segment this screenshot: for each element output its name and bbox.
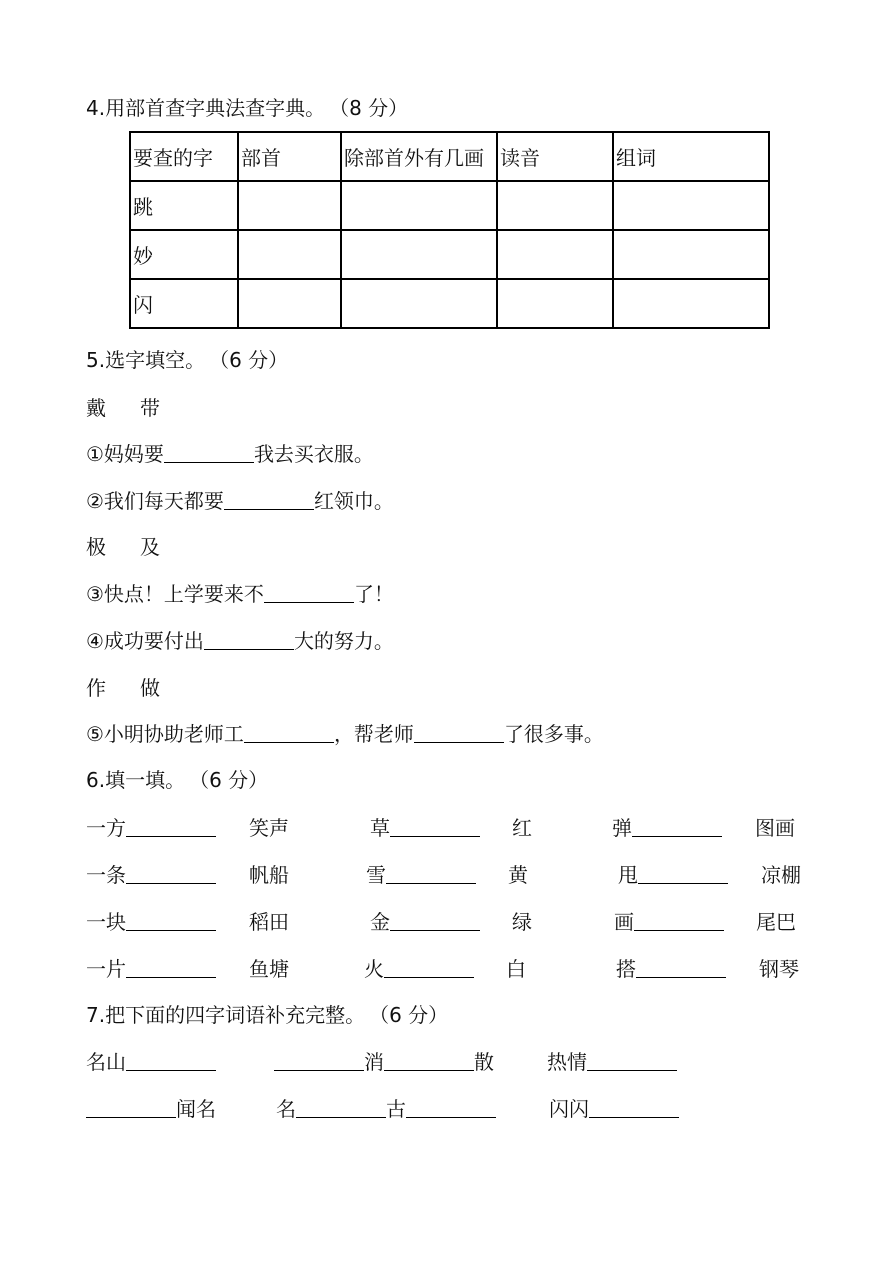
idiom-text: 名 [276,1097,296,1121]
word-prefix: 搭 [616,957,636,981]
idiom-text: 名山 [86,1050,126,1074]
word-prefix: 金 [370,910,390,934]
answer-cell[interactable] [238,230,341,279]
blank-field[interactable] [126,1050,216,1071]
idiom-text: 散 [474,1050,494,1074]
word-option: 帆船 [249,863,289,887]
answer-cell[interactable] [238,279,341,328]
blank-field[interactable] [638,863,728,884]
header-cell: 除部首外有几画 [341,132,497,181]
blank-field[interactable] [390,816,480,837]
word-option: 红 [512,816,532,840]
sentence-text: ⑤小明协助老师工 [86,722,244,746]
sentence [86,629,394,653]
word-option: 绿 [512,910,532,934]
sentence [86,582,394,606]
word-option: 黄 [508,863,528,887]
sentence [86,489,394,513]
header-cell: 读音 [497,132,613,181]
sentence-text: ②我们每天都要 [86,489,224,513]
header-cell: 部首 [238,132,341,181]
word-prefix: 一方 [86,816,126,840]
answer-cell[interactable] [497,230,613,279]
word-option: 白 [506,957,526,981]
word-prefix: 弹 [612,816,632,840]
word-prefix: 草 [370,816,390,840]
header-cell: 组词 [613,132,769,181]
idiom-text: 古 [386,1097,406,1121]
char-cell: 闪 [130,279,238,328]
answer-cell[interactable] [613,181,769,230]
sentence [86,722,604,746]
blank-field[interactable] [274,1050,364,1071]
q4-heading [86,96,408,120]
char-cell: 跳 [130,181,238,230]
choice-pair [86,676,194,700]
q5-title: 5.选字填空。 [86,348,206,372]
sentence-text: 大的努力。 [293,629,394,653]
q7-points: （6 分） [379,1003,449,1027]
word-option: 尾巴 [756,910,796,934]
blank-field[interactable] [390,910,480,931]
sentence-text: 红领巾。 [313,489,394,513]
blank-field[interactable] [86,1097,176,1118]
q7-heading [86,1003,448,1027]
q5-points: （6 分） [219,348,289,372]
blank-field[interactable] [126,957,216,978]
sentence-text: ①妈妈要 [86,442,164,466]
word-option: 稻田 [249,910,289,934]
q5-heading [86,348,288,372]
q6-points: （6 分） [199,768,269,792]
sentence [86,442,374,466]
blank-field[interactable] [224,489,314,510]
answer-cell[interactable] [238,181,341,230]
q4-points: （8 分） [339,96,409,120]
table-header-row [130,132,769,181]
blank-field[interactable] [244,722,334,743]
word-prefix: 甩 [618,863,638,887]
dictionary-table [129,131,770,329]
sentence-text: 了！ [353,582,394,606]
word-option: 鱼塘 [249,957,289,981]
sentence-text: ，帮老师 [333,722,414,746]
header-cell: 要查的字 [130,132,238,181]
word-prefix: 一条 [86,863,126,887]
word-option: 笑声 [249,816,289,840]
blank-field[interactable] [204,629,294,650]
blank-field[interactable] [126,816,216,837]
idiom-text: 闻名 [176,1097,216,1121]
sentence-text: 我去买衣服。 [253,442,374,466]
idiom-text: 热情 [547,1050,587,1074]
blank-field[interactable] [126,910,216,931]
answer-cell[interactable] [341,181,497,230]
answer-cell[interactable] [497,279,613,328]
word-prefix: 一片 [86,957,126,981]
blank-field[interactable] [296,1097,386,1118]
q6-title: 6.填一填。 [86,768,186,792]
word-option: 图画 [755,816,795,840]
blank-field[interactable] [589,1097,679,1118]
blank-field[interactable] [384,1050,474,1071]
q6-heading [86,768,268,792]
answer-cell[interactable] [341,230,497,279]
idiom-text: 闪闪 [549,1097,589,1121]
blank-field[interactable] [386,863,476,884]
blank-field[interactable] [126,863,216,884]
choice-pair [86,535,194,559]
word-option: 凉棚 [761,863,801,887]
word-prefix: 画 [614,910,634,934]
word-prefix: 雪 [366,863,386,887]
table-row [130,279,769,328]
char-cell: 妙 [130,230,238,279]
answer-cell[interactable] [341,279,497,328]
blank-field[interactable] [414,722,504,743]
answer-cell[interactable] [613,230,769,279]
word-prefix: 一块 [86,910,126,934]
blank-field[interactable] [587,1050,677,1071]
choice-char: 及 [140,535,160,559]
q4-title: 4.用部首查字典法查字典。 [86,96,326,120]
blank-field[interactable] [164,442,254,463]
choice-pair [86,396,194,420]
sentence-text: ④成功要付出 [86,629,204,653]
table-row [130,230,769,279]
q7-title: 7.把下面的四字词语补充完整。 [86,1003,366,1027]
word-option: 钢琴 [759,957,799,981]
blank-field[interactable] [632,816,722,837]
blank-field[interactable] [636,957,726,978]
choice-char: 做 [140,676,160,700]
sentence-text: 了很多事。 [503,722,604,746]
choice-char: 极 [86,535,106,559]
word-prefix: 火 [364,957,384,981]
table-row [130,181,769,230]
sentence-text: ③快点！上学要来不 [86,582,264,606]
idiom-text: 消 [364,1050,384,1074]
answer-cell[interactable] [497,181,613,230]
blank-field[interactable] [634,910,724,931]
choice-char: 作 [86,676,106,700]
choice-char: 戴 [86,396,106,420]
blank-field[interactable] [264,582,354,603]
choice-char: 带 [140,396,160,420]
blank-field[interactable] [384,957,474,978]
answer-cell[interactable] [613,279,769,328]
blank-field[interactable] [406,1097,496,1118]
